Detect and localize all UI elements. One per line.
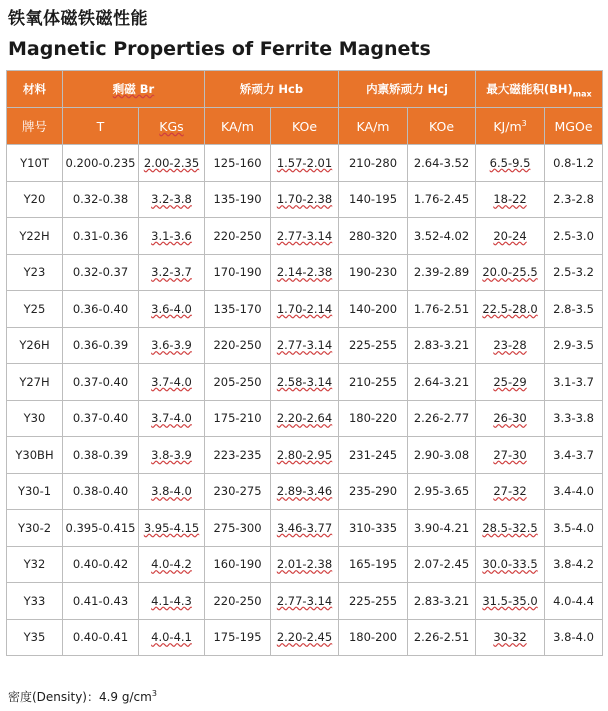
cell-value: 2.89-3.46: [276, 484, 333, 499]
cell-br-kgs: [139, 437, 205, 474]
cell-grade: Y23: [7, 254, 63, 291]
cell-br-t: 0.40-0.41: [63, 619, 139, 656]
cell-hcb-koe: [271, 254, 339, 291]
header-material: 材料: [7, 71, 63, 108]
cell-br-kgs: [139, 145, 205, 182]
cell-grade: Y22H: [7, 218, 63, 255]
cell-br-kgs: [139, 473, 205, 510]
cell-hcb-kam: 220-250: [205, 583, 271, 620]
cell-grade: Y32: [7, 546, 63, 583]
cell-hcj-koe: 2.95-3.65: [408, 473, 476, 510]
cell-br-t: 0.40-0.42: [63, 546, 139, 583]
cell-grade: Y26H: [7, 327, 63, 364]
cell-br-t: 0.37-0.40: [63, 400, 139, 437]
cell-value: 3.2-3.8: [151, 192, 192, 207]
cell-grade: Y25: [7, 291, 63, 328]
cell-hcj-koe: 2.64-3.52: [408, 145, 476, 182]
cell-hcj-kam: 280-320: [339, 218, 408, 255]
cell-hcj-koe: 2.26-2.51: [408, 619, 476, 656]
ferrite-properties-table: [6, 70, 603, 656]
cell-br-t: 0.32-0.38: [63, 181, 139, 218]
cell-hcj-kam: 140-200: [339, 291, 408, 328]
cell-value: 27-30: [493, 447, 527, 462]
header-bhmax-label: 最大磁能积(BH): [486, 82, 573, 96]
cell-hcb-koe: [271, 400, 339, 437]
cell-hcj-kam: 180-220: [339, 400, 408, 437]
cell-value: 30-32: [493, 630, 527, 645]
cell-value: 6.5-9.5: [489, 155, 531, 170]
cell-hcj-kam: 310-335: [339, 510, 408, 547]
cell-bh-kjm3: [476, 145, 545, 182]
table-row: [7, 473, 603, 510]
cell-bh-mgoe: 3.4-4.0: [545, 473, 603, 510]
cell-br-kgs: [139, 546, 205, 583]
cell-hcj-koe: 2.26-2.77: [408, 400, 476, 437]
cell-value: 27-32: [493, 484, 527, 499]
header-hcb: 矫顽力 Hcb: [205, 71, 339, 108]
cell-br-t: 0.38-0.40: [63, 473, 139, 510]
cell-bh-mgoe: 3.3-3.8: [545, 400, 603, 437]
cell-bh-kjm3: [476, 364, 545, 401]
cell-grade: Y30-1: [7, 473, 63, 510]
cell-hcj-koe: 3.90-4.21: [408, 510, 476, 547]
cell-value: 2.77-3.14: [276, 338, 333, 353]
cell-br-t: 0.31-0.36: [63, 218, 139, 255]
cell-hcj-kam: 180-200: [339, 619, 408, 656]
cell-value: 25-29: [493, 374, 527, 389]
table-row: [7, 510, 603, 547]
cell-br-kgs: [139, 254, 205, 291]
cell-hcb-kam: 125-160: [205, 145, 271, 182]
cell-bh-mgoe: 3.8-4.2: [545, 546, 603, 583]
cell-bh-kjm3: [476, 473, 545, 510]
cell-value: 31.5-35.0: [482, 593, 538, 608]
unit-kgs: [139, 108, 205, 145]
cell-hcb-kam: 205-250: [205, 364, 271, 401]
cell-value: 3.7-4.0: [151, 411, 192, 426]
table-row: [7, 254, 603, 291]
cell-hcb-kam: 223-235: [205, 437, 271, 474]
unit-t: T: [63, 108, 139, 145]
cell-value: 28.5-32.5: [482, 520, 538, 535]
cell-hcb-koe: [271, 327, 339, 364]
cell-hcb-kam: 170-190: [205, 254, 271, 291]
table-row: [7, 583, 603, 620]
cell-br-kgs: [139, 400, 205, 437]
cell-hcj-kam: 140-195: [339, 181, 408, 218]
table-row: [7, 327, 603, 364]
cell-bh-kjm3: [476, 327, 545, 364]
cell-bh-mgoe: 3.5-4.0: [545, 510, 603, 547]
cell-hcb-kam: 135-170: [205, 291, 271, 328]
cell-grade: Y33: [7, 583, 63, 620]
cell-hcj-koe: 2.83-3.21: [408, 327, 476, 364]
cell-hcj-koe: 2.83-3.21: [408, 583, 476, 620]
header-br-label: 剩磁 Br: [112, 82, 155, 96]
cell-value: 2.00-2.35: [143, 155, 200, 170]
unit-kgs-label: KGs: [159, 118, 184, 134]
cell-hcb-koe: [271, 145, 339, 182]
cell-value: 20.0-25.5: [482, 265, 538, 280]
cell-grade: Y20: [7, 181, 63, 218]
cell-grade: Y10T: [7, 145, 63, 182]
cell-hcb-kam: 160-190: [205, 546, 271, 583]
table-row: [7, 181, 603, 218]
cell-bh-mgoe: 3.8-4.0: [545, 619, 603, 656]
cell-br-t: 0.36-0.39: [63, 327, 139, 364]
cell-bh-kjm3: [476, 583, 545, 620]
cell-hcb-koe: [271, 181, 339, 218]
cell-value: 2.20-2.64: [276, 411, 333, 426]
page-title-english: Magnetic Properties of Ferrite Magnets: [8, 38, 431, 60]
header-br: [63, 71, 205, 108]
cell-hcb-kam: 220-250: [205, 218, 271, 255]
cell-value: 23-28: [493, 338, 527, 353]
cell-br-kgs: [139, 181, 205, 218]
table-row: [7, 546, 603, 583]
cell-value: 4.0-4.1: [151, 630, 192, 645]
cell-hcj-kam: 210-280: [339, 145, 408, 182]
cell-value: 2.80-2.95: [276, 447, 333, 462]
density-footnote: [8, 688, 157, 705]
cell-value: 3.95-4.15: [143, 520, 200, 535]
cell-value: 1.57-2.01: [276, 155, 333, 170]
cell-bh-mgoe: 2.5-3.0: [545, 218, 603, 255]
cell-value: 2.01-2.38: [276, 557, 333, 572]
cell-hcb-koe: [271, 437, 339, 474]
density-text: 密度(Density)：4.9 g/cm: [8, 690, 152, 704]
cell-hcb-kam: 275-300: [205, 510, 271, 547]
cell-hcj-kam: 210-255: [339, 364, 408, 401]
cell-grade: Y27H: [7, 364, 63, 401]
cell-value: 3.6-4.0: [151, 301, 192, 316]
cell-hcb-koe: [271, 364, 339, 401]
cell-br-kgs: [139, 291, 205, 328]
cell-bh-mgoe: 3.4-3.7: [545, 437, 603, 474]
cell-hcj-kam: 190-230: [339, 254, 408, 291]
unit-hcj-kam: KA/m: [339, 108, 408, 145]
cell-br-t: 0.38-0.39: [63, 437, 139, 474]
cell-grade: Y35: [7, 619, 63, 656]
cell-bh-kjm3: [476, 437, 545, 474]
header-row-groups: [7, 71, 603, 108]
cell-hcb-koe: [271, 583, 339, 620]
header-grade: 牌号: [7, 108, 63, 145]
unit-mgoe: MGOe: [545, 108, 603, 145]
cell-value: 2.20-2.45: [276, 630, 333, 645]
cell-bh-mgoe: 0.8-1.2: [545, 145, 603, 182]
cell-hcb-kam: 220-250: [205, 327, 271, 364]
cell-value: 3.8-3.9: [151, 447, 192, 462]
header-row-units: [7, 108, 603, 145]
unit-kj-label: KJ/m: [493, 118, 522, 134]
cell-value: 3.7-4.0: [151, 374, 192, 389]
cell-value: 26-30: [493, 411, 527, 426]
cell-value: 1.70-2.38: [276, 192, 333, 207]
cell-hcj-kam: 225-255: [339, 583, 408, 620]
cell-bh-mgoe: 2.5-3.2: [545, 254, 603, 291]
cell-value: 4.1-4.3: [151, 593, 192, 608]
cell-value: 20-24: [493, 228, 527, 243]
table-row: [7, 400, 603, 437]
cell-hcj-koe: 1.76-2.51: [408, 291, 476, 328]
density-superscript: 3: [151, 689, 157, 698]
cell-value: 3.8-4.0: [151, 484, 192, 499]
cell-grade: Y30BH: [7, 437, 63, 474]
cell-hcb-koe: [271, 291, 339, 328]
cell-value: 2.14-2.38: [276, 265, 333, 280]
cell-br-kgs: [139, 619, 205, 656]
cell-value: 3.1-3.6: [151, 228, 192, 243]
header-hcj: 内禀矫顽力 Hcj: [339, 71, 476, 108]
cell-hcb-koe: [271, 546, 339, 583]
cell-grade: Y30: [7, 400, 63, 437]
header-bhmax: [476, 71, 603, 108]
cell-hcb-koe: [271, 619, 339, 656]
cell-value: 2.77-3.14: [276, 593, 333, 608]
cell-bh-mgoe: 3.1-3.7: [545, 364, 603, 401]
cell-hcb-koe: [271, 473, 339, 510]
cell-br-t: 0.200-0.235: [63, 145, 139, 182]
cell-hcj-koe: 2.64-3.21: [408, 364, 476, 401]
cell-value: 2.58-3.14: [276, 374, 333, 389]
cell-value: 2.77-3.14: [276, 228, 333, 243]
cell-br-t: 0.36-0.40: [63, 291, 139, 328]
cell-value: 18-22: [493, 192, 527, 207]
cell-value: 3.46-3.77: [276, 520, 333, 535]
cell-br-t: 0.41-0.43: [63, 583, 139, 620]
cell-grade: Y30-2: [7, 510, 63, 547]
cell-hcj-kam: 165-195: [339, 546, 408, 583]
cell-hcb-kam: 135-190: [205, 181, 271, 218]
header-bhmax-subscript: max: [572, 89, 592, 99]
cell-hcj-kam: 231-245: [339, 437, 408, 474]
cell-bh-mgoe: 2.9-3.5: [545, 327, 603, 364]
cell-hcj-koe: 1.76-2.45: [408, 181, 476, 218]
cell-value: 3.6-3.9: [151, 338, 192, 353]
table-body: [7, 145, 603, 656]
table-row: [7, 437, 603, 474]
cell-br-t: 0.32-0.37: [63, 254, 139, 291]
cell-bh-kjm3: [476, 510, 545, 547]
cell-value: 1.70-2.14: [276, 301, 333, 316]
table-row: [7, 291, 603, 328]
cell-hcj-kam: 225-255: [339, 327, 408, 364]
cell-bh-kjm3: [476, 291, 545, 328]
table-row: [7, 218, 603, 255]
cell-bh-mgoe: 2.8-3.5: [545, 291, 603, 328]
page-title-chinese: 铁氧体磁铁磁性能: [8, 9, 148, 29]
cell-hcj-koe: 2.39-2.89: [408, 254, 476, 291]
cell-hcb-kam: 230-275: [205, 473, 271, 510]
cell-hcb-koe: [271, 218, 339, 255]
unit-hcb-koe: KOe: [271, 108, 339, 145]
cell-hcj-koe: 2.90-3.08: [408, 437, 476, 474]
cell-hcj-koe: 3.52-4.02: [408, 218, 476, 255]
cell-br-kgs: [139, 327, 205, 364]
cell-hcb-koe: [271, 510, 339, 547]
cell-bh-kjm3: [476, 400, 545, 437]
cell-bh-kjm3: [476, 619, 545, 656]
cell-hcb-kam: 175-195: [205, 619, 271, 656]
cell-bh-kjm3: [476, 254, 545, 291]
cell-br-t: 0.395-0.415: [63, 510, 139, 547]
cell-value: 4.0-4.2: [151, 557, 192, 572]
cell-value: 22.5-28.0: [482, 301, 538, 316]
cell-value: 3.2-3.7: [151, 265, 192, 280]
cell-br-kgs: [139, 510, 205, 547]
unit-kj-superscript: 3: [521, 118, 527, 128]
unit-hcj-koe: KOe: [408, 108, 476, 145]
cell-br-kgs: [139, 364, 205, 401]
cell-br-kgs: [139, 218, 205, 255]
cell-bh-kjm3: [476, 218, 545, 255]
table-row: [7, 364, 603, 401]
cell-bh-kjm3: [476, 181, 545, 218]
cell-hcj-kam: 235-290: [339, 473, 408, 510]
cell-br-kgs: [139, 583, 205, 620]
cell-bh-mgoe: 2.3-2.8: [545, 181, 603, 218]
cell-hcb-kam: 175-210: [205, 400, 271, 437]
cell-bh-kjm3: [476, 546, 545, 583]
unit-kj-m3: [476, 108, 545, 145]
table-row: [7, 619, 603, 656]
cell-value: 30.0-33.5: [482, 557, 538, 572]
cell-br-t: 0.37-0.40: [63, 364, 139, 401]
table-row: [7, 145, 603, 182]
unit-hcb-kam: KA/m: [205, 108, 271, 145]
cell-hcj-koe: 2.07-2.45: [408, 546, 476, 583]
cell-bh-mgoe: 4.0-4.4: [545, 583, 603, 620]
